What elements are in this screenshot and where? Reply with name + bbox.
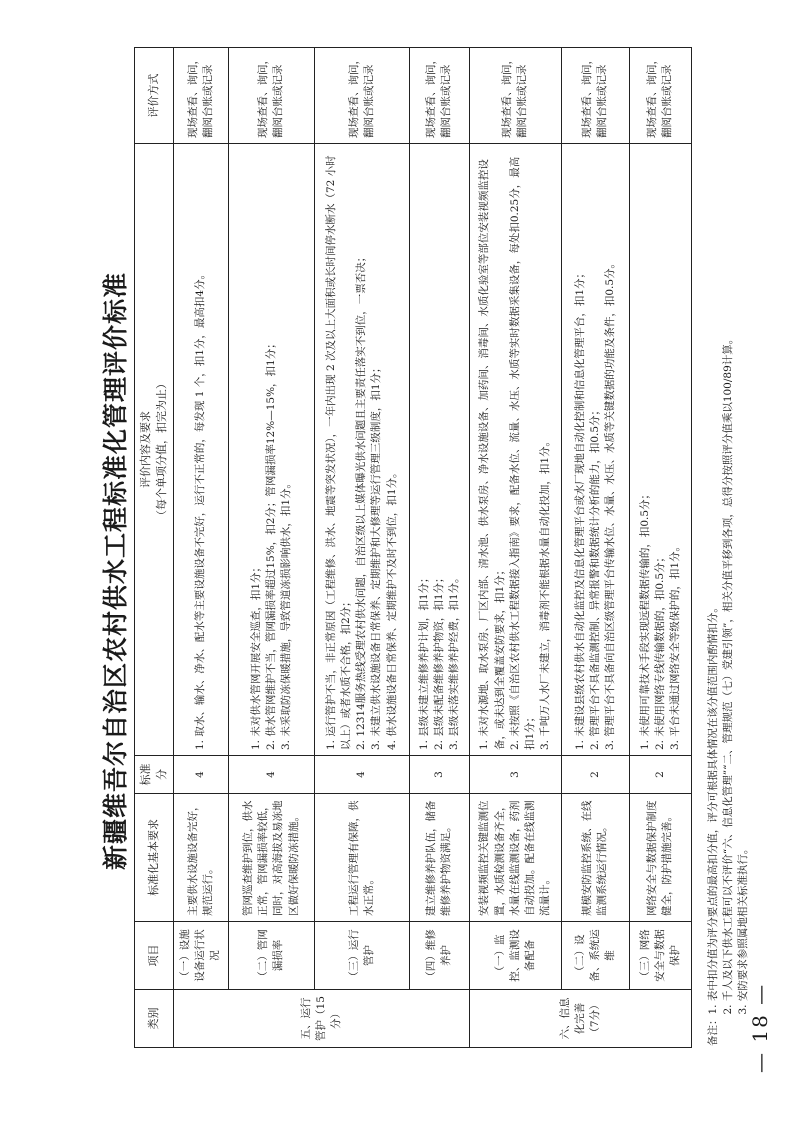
item-cell: （一）设施设备运行状况 xyxy=(173,922,228,990)
score-cell: 4 xyxy=(228,756,314,794)
criteria-line: 1. 未对水源地、取水泵房、厂区内部、清水池、供水泵房、净水设施设备、加药间、消毒间、水质化验室等部位安装视频监控设备，或未达到全覆盖安防要求，扣1分； xyxy=(478,159,506,750)
criteria-line: 3. 未采取防冻保暖措施，导致管道冻损影响供水，扣1分。 xyxy=(279,477,292,750)
criteria-line: 1. 取水、输水、净水、配水等主要设施设备不完好，运行不正常的，每发现 1 个，扣1分，最高扣4分。 xyxy=(194,268,207,750)
basic-cell: 规模安防监控系统、在线监测系统运行情况。 xyxy=(561,794,629,922)
method-cell: 现场查看、询问，翻阅台账或记录 xyxy=(469,48,561,144)
criteria-line: 3. 未建立供水设施设备日常保养、定期维护和大修理等运行管理三级制度，扣1分； xyxy=(370,362,383,750)
table-row xyxy=(173,48,228,1048)
score-cell: 4 xyxy=(173,756,228,794)
header-criteria-title: 评价内容及要求 xyxy=(139,411,152,488)
item-cell: （二）管网漏损率 xyxy=(228,922,314,990)
method-cell: 现场查看、询问，翻阅台账或记录 xyxy=(173,48,228,144)
header-criteria-subtitle: （每个单项分值，扣完为止） xyxy=(154,378,168,521)
notes xyxy=(706,46,752,1046)
table-row xyxy=(228,48,314,1048)
table-row xyxy=(314,48,409,1048)
basic-cell: 管网巡查维护到位，供水正常，管网漏损率较低，同时，对高海拔及易冻地区做好保暖防冻措施。 xyxy=(228,794,314,922)
method-cell: 现场查看、询问，翻阅台账或记录 xyxy=(629,48,691,144)
criteria-line: 2. 供水管网维护不当，管网漏损率超过15%，扣2分；管网漏损率12%—15%，扣1分； xyxy=(264,338,277,750)
basic-cell: 工程运行管理有保障，供水正常。 xyxy=(314,794,409,922)
criteria-line: 1. 未使用可靠技术手段实现远程数据传输的，扣0.5分； xyxy=(638,488,651,750)
criteria-line: 3. 管理平台不具备向自治区级管理平台传输水位、水量、水压、水质等关键数据的功能及条件，扣0.5分。 xyxy=(603,257,616,750)
note-line: 3. 安防要求参照属地相关标准执行。 xyxy=(737,843,750,1015)
criteria-line: 1. 未对供水管网开展安全巡查，扣1分； xyxy=(249,561,262,750)
basic-cell: 网络安全与数据保护制度健全，防护措施完善。 xyxy=(629,794,691,922)
criteria-line: 1. 县级未建立维修养护计划，扣1分； xyxy=(417,572,430,750)
criteria-cell xyxy=(469,144,561,756)
method-cell: 现场查看、询问，翻阅台账或记录 xyxy=(314,48,409,144)
basic-cell: 建立维修养护队伍，储备维修养护物资满足。 xyxy=(409,794,469,922)
criteria-line: 2. 未按照《自治区农村供水工程数据接入指南》要求，配备水位、流量、水压、水质等实时数据采集设备，每处扣0.25分，最高扣1分； xyxy=(508,156,536,750)
category-cell: 六、信息化完善（7分） xyxy=(469,990,691,1048)
criteria-line: 3. 平台未通过网络安全等级保护的，扣1分。 xyxy=(668,540,681,750)
score-cell: 2 xyxy=(629,756,691,794)
note-line: 2. 千人及以下供水工程可以不评价“六、信息化管理”“二、管理规范（七）党建引领”，相关分值平移到各项，总得分按照评分值乘以100/89计算。 xyxy=(722,333,735,1015)
criteria-line: 1. 未建设县级农村供水自动化监控及信息化管理平台或水厂现地自动化控制和信息化管理平台，扣1分； xyxy=(573,267,586,750)
note-line: 备注：1. 表中扣分值为评分要点的最高扣分值，评分可根据具体情况在该分值范围内酌情扣分。 xyxy=(707,602,719,1046)
criteria-cell xyxy=(173,144,228,756)
header-criteria xyxy=(135,144,174,756)
table-row xyxy=(561,48,629,1048)
page-number: — 18 — xyxy=(748,982,772,1073)
criteria-cell xyxy=(314,144,409,756)
criteria-cell xyxy=(629,144,691,756)
criteria-line: 2. 未使用网络专线传输数据的，扣0.5分； xyxy=(653,551,666,750)
table-row xyxy=(409,48,469,1048)
criteria-line: 2. 县级未配备维修养护物资，扣1分； xyxy=(432,572,445,750)
item-cell: （一）监控、监测设备配备 xyxy=(469,922,561,990)
score-cell: 3 xyxy=(469,756,561,794)
criteria-line: 2. 12314服务热线受理农村供水问题，自治区级以上媒体曝光供水问题且主要责任落实不到位，一票否决； xyxy=(355,251,368,750)
header-category: 类别 xyxy=(135,990,174,1048)
category-cell: 五、运行管护（15分） xyxy=(173,990,469,1048)
method-cell: 现场查看、询问，翻阅台账或记录 xyxy=(561,48,629,144)
score-cell: 4 xyxy=(314,756,409,794)
method-cell: 现场查看、询问，翻阅台账或记录 xyxy=(409,48,469,144)
table-row xyxy=(469,48,561,1048)
item-cell: （二）设备、系统运维 xyxy=(561,922,629,990)
item-cell: （三）网络安全与数据保护 xyxy=(629,922,691,990)
basic-cell: 主要供水设施设备完好，规范运行。 xyxy=(173,794,228,922)
header-method: 评价方式 xyxy=(135,48,174,144)
criteria-cell xyxy=(561,144,629,756)
header-item: 项目 xyxy=(135,922,174,990)
item-cell: （三）运行管护 xyxy=(314,922,409,990)
table-row xyxy=(629,48,691,1048)
basic-cell: 安装视频监控关键监测位置，水质检测设备齐全，水量在线监测设备，药剂自动投加。配备在线监测流量计。 xyxy=(469,794,561,922)
score-cell: 3 xyxy=(409,756,469,794)
criteria-cell xyxy=(228,144,314,756)
method-cell: 现场查看、询问，翻阅台账或记录 xyxy=(228,48,314,144)
header-score: 标准分 xyxy=(135,756,174,794)
table-header-row xyxy=(135,48,174,1048)
page-title: 新疆维吾尔自治区农村供水工程标准化管理评价标准 xyxy=(101,272,130,871)
criteria-line: 4. 供水设施设备日常保养、定期维护不及时不到位，扣1分。 xyxy=(385,467,398,750)
criteria-line: 3. 千吨万人水厂未建立，消毒剂不能根据水量自动化投加，扣1分。 xyxy=(539,435,552,750)
criteria-cell xyxy=(409,144,469,756)
criteria-line: 3. 县级未落实维修养护经费，扣1分。 xyxy=(447,572,460,750)
item-cell: （四）维修养护 xyxy=(409,922,469,990)
standards-table xyxy=(134,47,692,1048)
criteria-line: 2. 管理平台不具备监测控制、异常报警和数据统计分析的能力，扣0.5分； xyxy=(588,404,601,750)
score-cell: 2 xyxy=(561,756,629,794)
criteria-line: 1. 运行管护不当，非正常原因（工程维修、洪水、地震等突发状况），一年内出现 2 次及以上大面积或长时间停水断水（72 小时以上）或者水质不合格，扣2分； xyxy=(324,155,353,750)
header-basic: 标准化基本要求 xyxy=(135,794,174,922)
